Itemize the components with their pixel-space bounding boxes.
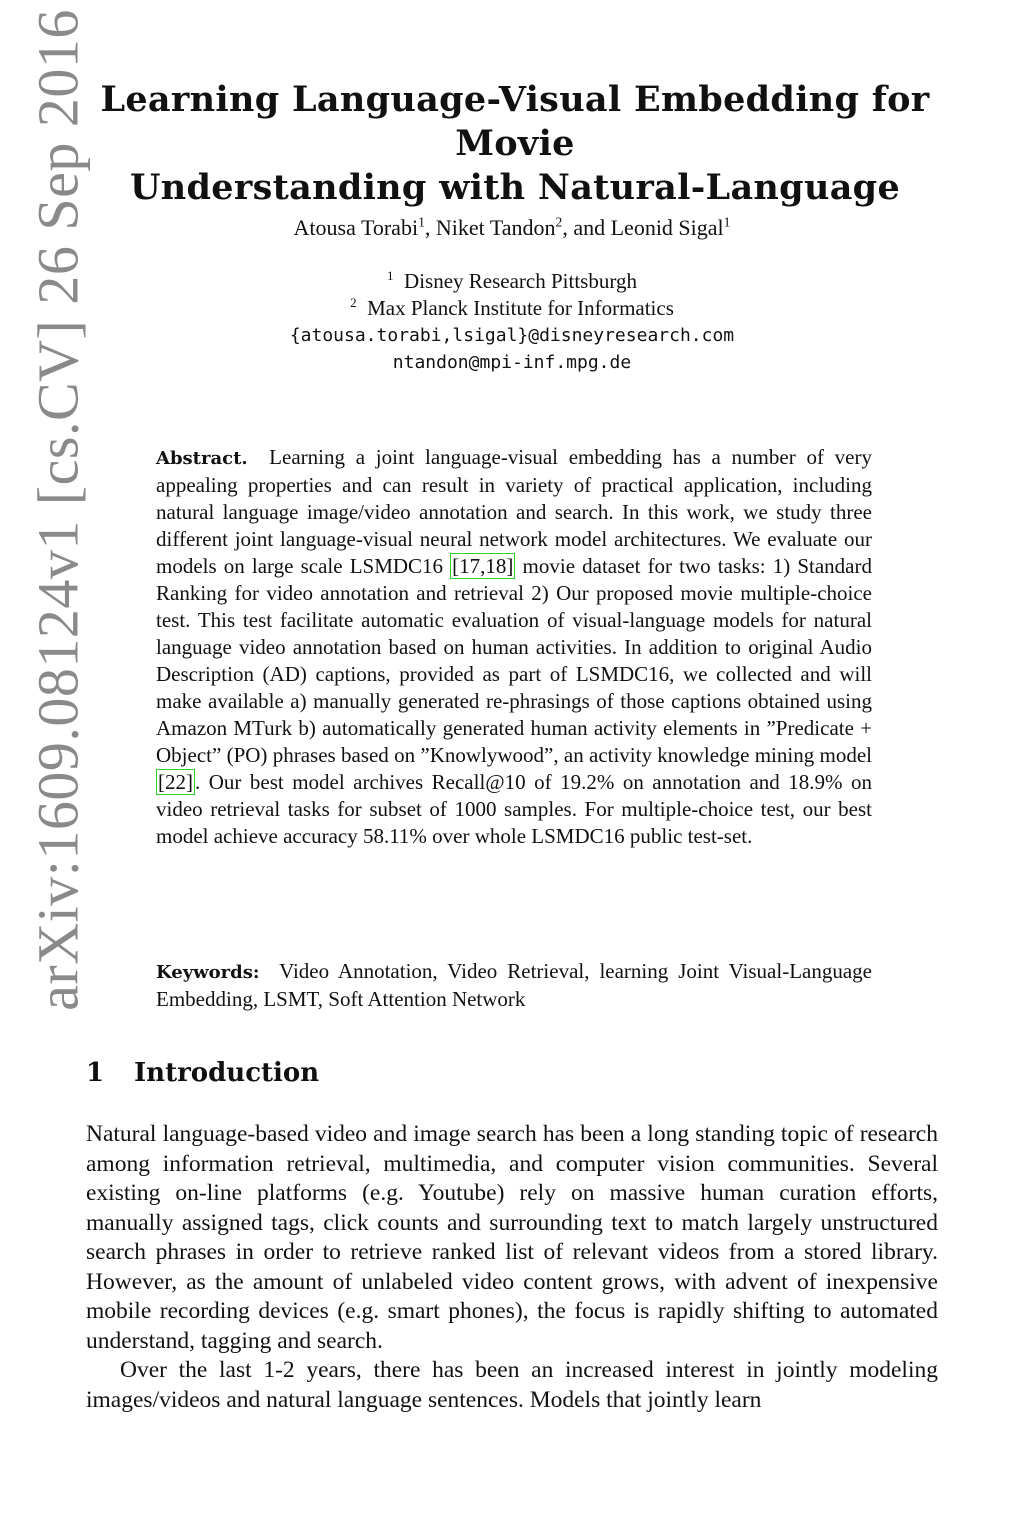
email-single[interactable]: ntandon@mpi-inf.mpg.de [392, 352, 632, 373]
affiliation-mark: 2 [350, 295, 357, 310]
affiliation-1 [0, 268, 1024, 295]
author-name: Niket Tandon [435, 215, 556, 240]
author-separator: , and [562, 215, 611, 240]
author-list [0, 215, 1024, 241]
affiliations [0, 268, 1024, 376]
author-affiliation-mark: 2 [555, 214, 563, 230]
affiliation-name: Disney Research Pittsburgh [404, 269, 637, 293]
keywords [156, 958, 872, 1013]
email-group[interactable]: {atousa.torabi,lsigal}@disneyresearch.com [289, 325, 735, 346]
section-title: Introduction [134, 1058, 320, 1088]
abstract-text-part-b: movie dataset for two tasks: 1) Standard Ranking for video annotation and retrieval 2) Our proposed movie multiple-choice test. This test facilitate automatic evaluation of visual-language models for natural language video annotation based on human activities. In addition to original Audio Description (AD) captions, provided as part of LSMDC16, we collected and will make available a) manually generated re-phrasings of those captions obtained using Amazon MTurk b) automatically generated human activity elements in ”Predicate + Object” (PO) phrases based on ”Knowlywood”, an activity knowledge mining model [156, 554, 872, 767]
arxiv-identifier: arXiv:1609.08124v1 [cs.CV] 26 Sep 2016 [25, 9, 91, 1011]
introduction-body [86, 1120, 938, 1415]
keywords-label: Keywords: [156, 962, 260, 983]
abstract-text-part-c: . Our best model archives Recall@10 of 19.2% on annotation and 18.9% on video retrieval tasks for subset of 1000 samples. For multiple-choice test, our best model achieve accuracy 58.11% over whole LSMDC16 public test-set. [156, 770, 872, 848]
paragraph: Over the last 1-2 years, there has been an increased interest in jointly modeling images/videos and natural language sentences. Models that jointly learn [86, 1357, 938, 1413]
title-line-2: Understanding with Natural-Language [129, 167, 901, 208]
author-name: Leonid Sigal [610, 215, 724, 240]
abstract-text-part-a: Learning a joint language-visual embedding has a number of very appealing properties and can result in variety of practical application, including natural language image/video annotation and search. In this work, we study three different joint language-visual neural network model architectures. We evaluate our models on large scale LSMDC16 [156, 445, 872, 578]
author-affiliation-mark: 1 [418, 214, 425, 230]
citation-link[interactable]: [17,18] [452, 554, 514, 578]
author-affiliation-mark: 1 [723, 214, 731, 230]
paragraph: Natural language-based video and image search has been a long standing topic of research among information retrieval, multimedia, and computer vision communities. Several existing on-line platforms (e.g. Youtube) rely on massive human curation efforts, manually assigned tags, click counts and surrounding text to match largely unstructured search phrases in order to retrieve ranked list of relevant videos from a stored library. However, as the amount of unlabeled video content grows, with advent of inexpensive mobile recording devices (e.g. smart phones), the focus is rapidly shifting to automated understand, tagging and search. [86, 1121, 938, 1354]
affiliation-mark: 1 [387, 268, 394, 283]
affiliation-2 [0, 295, 1024, 322]
title-line-1: Learning Language-Visual Embedding for Movie [100, 79, 930, 164]
abstract-label: Abstract. [156, 448, 248, 469]
citation-link[interactable]: [22] [158, 770, 193, 794]
author-separator: , [424, 215, 436, 240]
keywords-text: Video Annotation, Video Retrieval, learning Joint Visual-Language Embedding, LSMT, Soft Attention Network [156, 959, 872, 1011]
section-heading [86, 1058, 319, 1088]
abstract [156, 444, 872, 850]
paper-title [80, 78, 950, 210]
affiliation-name: Max Planck Institute for Informatics [367, 296, 674, 320]
author-name: Atousa Torabi [293, 215, 419, 240]
section-number: 1 [86, 1058, 105, 1088]
